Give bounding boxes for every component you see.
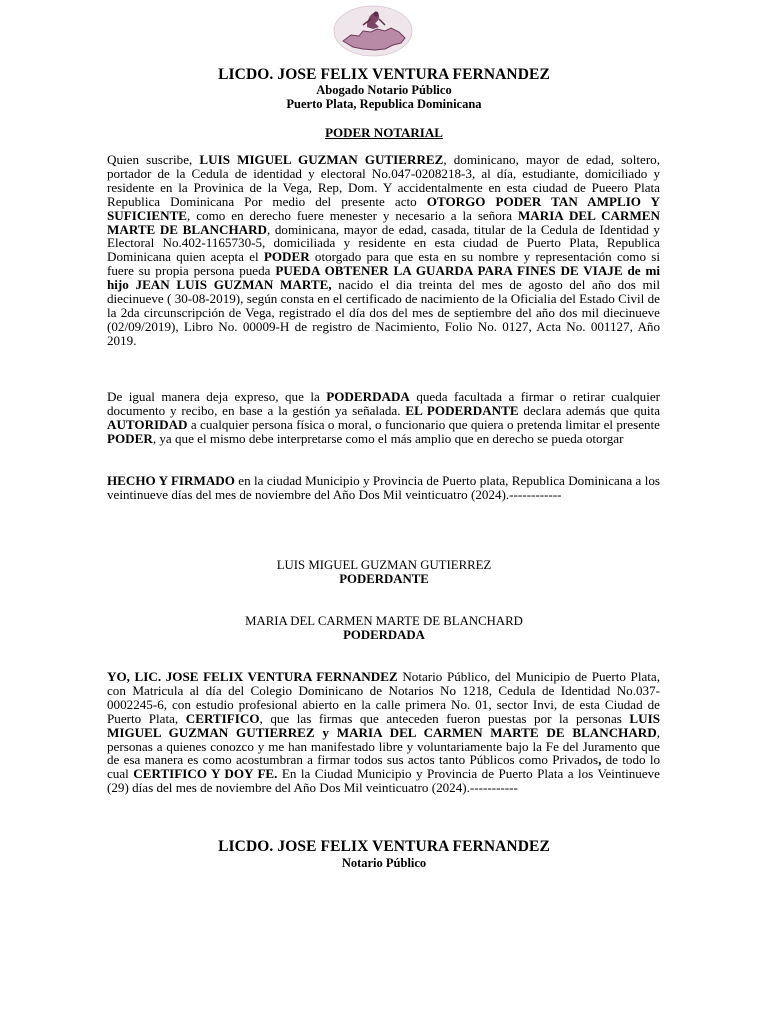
grantee-role: PODERDADA (343, 628, 425, 642)
notary-seal-logo (333, 5, 413, 57)
grantor-role: PODERDANTE (339, 572, 429, 586)
header-role: Abogado Notario Público (316, 83, 452, 97)
signature-block-grantor (0, 558, 768, 586)
header-name: LICDO. JOSE FELIX VENTURA FERNANDEZ (218, 66, 550, 83)
signature-block-grantee (0, 614, 768, 642)
paragraph-signed: HECHO Y FIRMADO en la ciudad Municipio y Provincia de Puerto plata, Republica Dominicana a los veintinueve días del mes de noviembre del Año Dos Mil veinticuatro (2024).------------ (107, 473, 661, 502)
footer-role: Notario Público (341, 856, 427, 870)
paragraph-grant: Quien suscribe, LUIS MIGUEL GUZMAN GUTIERREZ, dominicano, mayor de edad, soltero, portador de la Cedula de identidad y electoral No.047-0208218-3, al día, estudiante, domiciliado y residente en la Provinica de la Vega, Rep, Dom. Y accidentalmente en esta ciudad de Pueero Plata Republica Dominicana Por medio del presente acto OTORGO PODER TAN AMPLIO Y SUFICIENTE, como en derecho fuere menester y necesario a la señora MARIA DEL CARMEN MARTE DE BLANCHARD, dominicana, mayor de edad, casada, titular de la Cedula de Identidad y Electoral No.402-1165730-5, domiciliada y residente en esta ciudad de Puerto Plata, Republica Dominicana quien acepta el PODER otorgado para que esta en su nombre y representación como si fuere su propia persona pueda PUEDA OBTENER LA GUARDA PARA FINES DE VIAJE de mi hijo JEAN LUIS GUZMAN MARTE, nacido el dia treinta del mes de agosto del año dos mil diecinueve ( 30-08-2019), según consta en el certificado de nacimiento de la Oficialia del Estado Civil de la 2da circunscripción de Vega, registrado el día dos del mes de septiembre del año dos mil diecinueve (02/09/2019), Libro No. 00009-H de registro de Nacimiento, Folio No. 0127, Acta No. 001127, Año 2019. (107, 152, 660, 348)
grantor-name: LUIS MIGUEL GUZMAN GUTIERREZ (276, 558, 492, 572)
footer-name: LICDO. JOSE FELIX VENTURA FERNANDEZ (218, 838, 550, 855)
header-location: Puerto Plata, Republica Dominicana (286, 97, 482, 111)
paragraph-faculties: De igual manera deja expreso, que la PODERDADA queda facultada a firmar o retirar cualquier documento y recibo, en base a la gestión ya señalada. EL PODERDANTE declara además que quita AUTORIDAD a cualquier persona física o moral, o funcionario que quiera o pretenda limitar el presente PODER, ya que el mismo debe interpretarse como el más amplio que en derecho se pueda otorgar (107, 389, 660, 446)
grantee-name: MARIA DEL CARMEN MARTE DE BLANCHARD (245, 614, 523, 628)
document-title: PODER NOTARIAL (325, 125, 443, 140)
paragraph-certification: YO, LIC. JOSE FELIX VENTURA FERNANDEZ Notario Público, del Municipio de Puerto Plata, con Matricula al día del Colegio Dominicano de Notarios No 1218, Cedula de Identidad No.037-0002245-6, con estudio profesional abierto en la calle primera No. 01, sector Invi, de esta Ciudad de Puerto Plata, CERTIFICO, que las firmas que anteceden fueron puestas por la personas LUIS MIGUEL GUZMAN GUTIERREZ y MARIA DEL CARMEN MARTE DE BLANCHARD, personas a quienes conozco y me han manifestado libre y voluntariamente bajo la Fe del Juramento que de esa manera es como acostumbran a firmar todos sus actos tanto Públicos como Privados, de todo lo cual CERTIFICO Y DOY FE. En la Ciudad Municipio y Provincia de Puerto Plata a los Veintinueve (29) días del mes de noviembre del Año Dos Mil veinticuatro (2024).----------- (107, 669, 661, 796)
